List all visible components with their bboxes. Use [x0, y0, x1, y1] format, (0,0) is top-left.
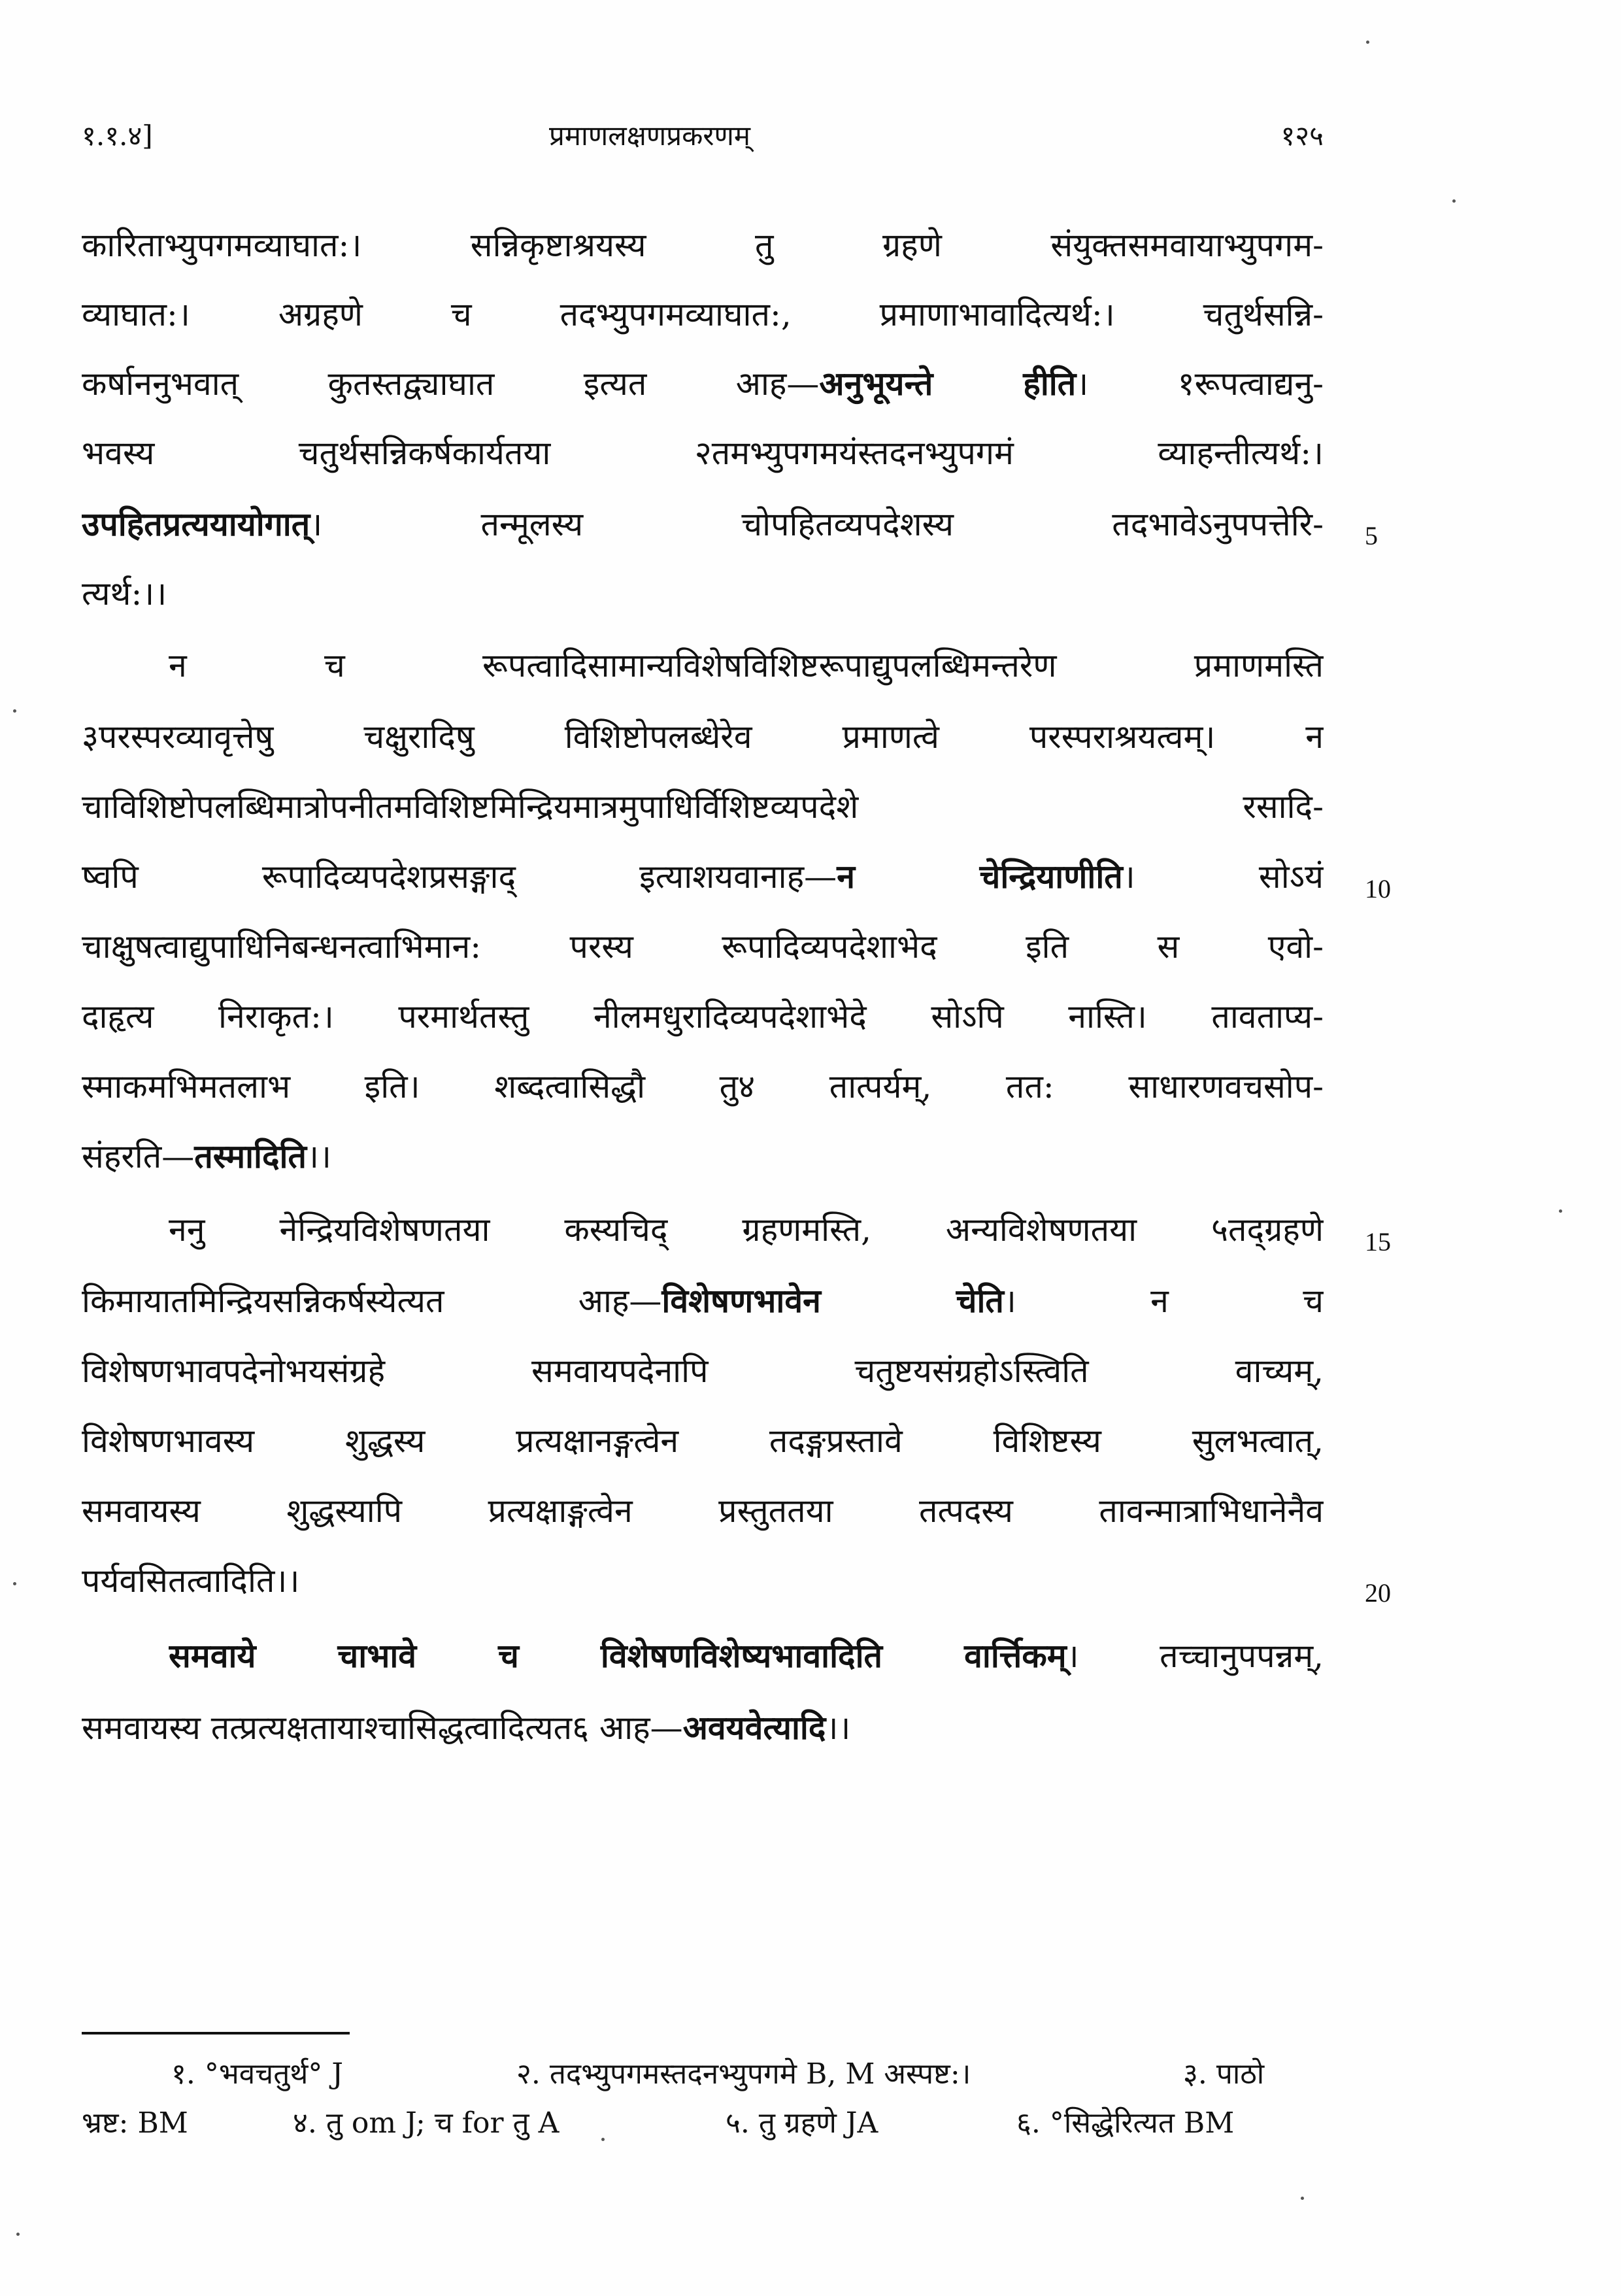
text-line-10	[82, 854, 1324, 900]
running-header	[82, 116, 1324, 162]
text-segment: समवायस्य तत्प्रत्यक्षतायाश्चासिद्धत्वादित्यत६ आह—	[82, 1709, 683, 1747]
text-line-13	[82, 1064, 1324, 1109]
text-line-9	[82, 784, 1324, 830]
text-segment: दाहृत्य निराकृत:। परमार्थतस्तु नीलमधुरादिव्यपदेशाभेदे सोऽपि नास्ति। तावताप्य-	[82, 998, 1324, 1036]
text-segment: । १रूपत्वाद्यनु-	[1076, 365, 1324, 403]
text-segment: पर्यवसितत्वादिति।।	[82, 1562, 300, 1600]
chapter-title: प्रमाणलक्षणप्रकरणम्	[549, 120, 751, 152]
text-segment: चाविशिष्टोपलब्धिमात्रोपनीतमविशिष्टमिन्द्रियमात्रमुपाधिर्विशिष्टव्यपदेशे रसादि-	[82, 788, 1324, 826]
text-line-4	[82, 430, 1324, 476]
scan-speck	[1366, 41, 1369, 44]
text-segment: । तन्मूलस्य चोपहितव्यपदेशस्य तदभावेऽनुपपत्तेरि-	[310, 505, 1324, 543]
bold-lemma: तस्मादिति	[194, 1137, 307, 1175]
text-line-18	[82, 1418, 1324, 1464]
text-segment: कर्षाननुभवात् कुतस्तद्व्याघात इत्यत आह—	[82, 365, 820, 403]
text-line-2	[82, 292, 1324, 337]
scan-speck	[1559, 1209, 1562, 1213]
text-segment: समवायस्य शुद्धस्यापि प्रत्यक्षाङ्गत्वेन प्रस्तुततया तत्पदस्य तावन्मात्राभिधानेनैव	[82, 1492, 1324, 1530]
footnote-6: ६. °सिद्धेरित्यत BM	[1016, 2106, 1235, 2140]
footnote-4: ४. तु om J; च for तु A	[293, 2106, 560, 2140]
footnote-1: १. °भवचतुर्थ° J	[171, 2057, 344, 2091]
text-segment: विशेषणभावस्य शुद्धस्य प्रत्यक्षानङ्गत्वेन तदङ्गप्रस्तावे विशिष्टस्य सुलभत्वात्,	[82, 1422, 1324, 1460]
text-line-19	[82, 1488, 1324, 1534]
scan-speck	[13, 1582, 16, 1585]
text-line-16	[82, 1278, 1324, 1324]
margin-line-number: 20	[1365, 1578, 1391, 1608]
text-segment: ।।	[826, 1709, 851, 1747]
footnote-3-cont: भ्रष्ट: BM	[82, 2106, 188, 2140]
footnote-2: २. तदभ्युपगमस्तदनभ्युपगमे B, M अस्पष्ट:।	[516, 2057, 971, 2091]
scan-speck	[13, 709, 16, 713]
text-segment: स्माकमभिमतलाभ इति। शब्दत्वासिद्धौ तु४ तात्पर्यम्, तत: साधारणवचसोप-	[82, 1068, 1324, 1106]
scan-speck	[16, 2233, 20, 2236]
text-line-8	[82, 714, 1324, 760]
footnote-rule	[82, 2032, 350, 2034]
text-segment: ननु नेन्द्रियविशेषणतया कस्यचिद् ग्रहणमस्ति, अन्यविशेषणतया ५तद्ग्रहणे	[169, 1211, 1324, 1249]
text-segment: । सोऽयं	[1122, 858, 1324, 896]
text-segment: व्याघात:। अग्रहणे च तदभ्युपगमव्याघात:, प्रमाणाभावादित्यर्थ:। चतुर्थसन्नि-	[82, 295, 1324, 333]
text-segment: । तच्चानुपपन्नम्,	[1066, 1637, 1324, 1675]
text-line-22	[82, 1705, 1324, 1751]
bold-lemma: न चेन्द्रियाणीति	[837, 857, 1123, 896]
text-line-15	[169, 1207, 1324, 1253]
scan-speck	[601, 2138, 605, 2141]
text-segment: भवस्य चतुर्थसन्निकर्षकार्यतया २तमभ्युपगमयंस्तदनभ्युपगमं व्याहन्तीत्यर्थ:।	[82, 434, 1324, 472]
text-segment: किमायातमिन्द्रियसन्निकर्षस्येत्यत आह—	[82, 1282, 662, 1320]
text-segment: विशेषणभावपदेनोभयसंग्रहे समवायपदेनापि चतुष्टयसंग्रहोऽस्त्विति वाच्यम्,	[82, 1352, 1324, 1390]
bold-lemma: उपहितप्रत्ययायोगात्	[82, 505, 310, 543]
text-line-6	[82, 571, 1324, 616]
text-segment: ।।	[307, 1138, 331, 1175]
text-line-5	[82, 501, 1324, 547]
text-segment: संहरति—	[82, 1138, 195, 1175]
text-segment: । न च	[1003, 1282, 1324, 1320]
margin-line-number: 10	[1365, 874, 1391, 903]
page-number: १२५	[1280, 120, 1324, 152]
margin-line-number: 5	[1365, 521, 1378, 550]
text-segment: न च रूपत्वादिसामान्यविशेषविशिष्टरूपाद्युपलब्धिमन्तरेण प्रमाणमस्ति	[169, 647, 1324, 684]
text-segment: ष्वपि रूपादिव्यपदेशप्रसङ्गाद् इत्याशयवानाह—	[82, 858, 837, 896]
footnote-5: ५. तु ग्रहणे JA	[726, 2106, 878, 2140]
text-line-17	[82, 1348, 1324, 1394]
text-line-11	[82, 924, 1324, 970]
text-line-12	[82, 994, 1324, 1039]
text-segment: त्यर्थ:।।	[82, 575, 167, 613]
bold-lemma: समवाये चाभावे च विशेषणविशेष्यभावादिति वार्त्तिकम्	[169, 1636, 1067, 1675]
bold-lemma: विशेषणभावेन चेति	[661, 1281, 1004, 1320]
section-number: १.१.४]	[82, 120, 153, 152]
text-line-21	[169, 1633, 1324, 1679]
text-segment: कारिताभ्युपगमव्याघात:। सन्निकृष्टाश्रयस्य तु ग्रहणे संयुक्तसमवायाभ्युपगम-	[82, 226, 1324, 264]
text-line-14	[82, 1134, 1324, 1179]
bold-lemma: अनुभूयन्ते हीति	[819, 364, 1077, 403]
text-line-3	[82, 361, 1324, 407]
margin-line-number: 15	[1365, 1227, 1391, 1257]
text-line-1	[82, 222, 1324, 268]
text-line-20	[82, 1558, 1324, 1604]
text-line-7	[169, 643, 1324, 688]
text-segment: चाक्षुषत्वाद्युपाधिनिबन्धनत्वाभिमान: परस्य रूपादिव्यपदेशाभेद इति स एवो-	[82, 928, 1324, 966]
bold-lemma: अवयवेत्यादि	[682, 1708, 826, 1747]
footnote-3: ३. पाठो	[1183, 2057, 1265, 2091]
scan-speck	[1301, 2197, 1304, 2200]
scan-speck	[1452, 199, 1456, 203]
text-segment: ३परस्परव्यावृत्तेषु चक्षुरादिषु विशिष्टोपलब्धेरेव प्रमाणत्वे परस्पराश्रयत्वम्। न	[82, 718, 1324, 756]
